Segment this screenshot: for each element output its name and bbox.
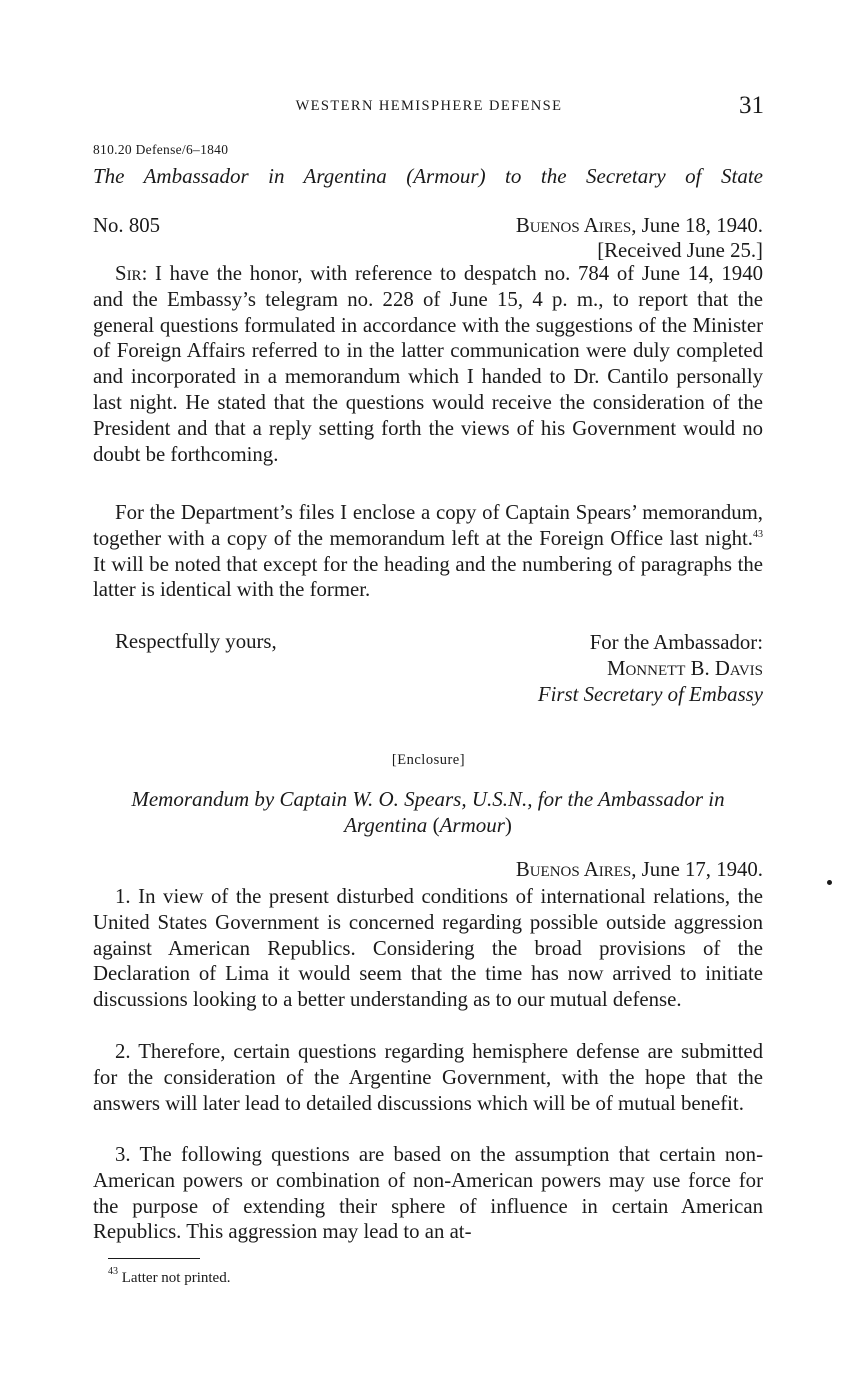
enclosure-label: [Enclosure] (391, 752, 466, 768)
memorandum-heading-text: Memorandum by Captain W. O. Spears, U.S.N., for the Ambassador in Argentina (131, 787, 725, 837)
memorandum-heading-name: Armour (439, 813, 505, 837)
memorandum-date: , June 17, 1940. (631, 858, 763, 881)
letter-paragraph-1 (93, 261, 763, 467)
complimentary-close: Respectfully yours, (115, 630, 277, 653)
letter-paragraph-1-text: : I have the honor, with reference to despatch no. 784 of June 14, 1940 and the Embassy’s telegram no. 228 of June 15, 4 p. m., to report that the general questions formulated in accordance with the suggestions of the Minister of Foreign Affairs referred to in the latter communication were duly completed and incorporated in a memorandum which I handed to Dr. Cantilo personally last night. He stated that the questions would receive the consideration of the President and that a reply setting forth the views of his Government would no doubt be forthcoming. (93, 262, 763, 466)
despatch-date: , June 18, 1940. (631, 214, 763, 237)
salutation: Sir (115, 262, 142, 285)
letter-paragraph-2 (93, 500, 763, 603)
memorandum-paragraph-1: 1. In view of the present disturbed conditions of international relations, the United States Government is concerned regarding possible outside aggression against American Republics. Considering the broad provisions of the Declaration of Lima it would seem that the time has now arrived to initiate discussions looking to a better understanding as to our mutual defense. (93, 885, 763, 1012)
document-heading: The Ambassador in Argentina (Armour) to the Secretary of State (93, 164, 763, 188)
running-title: WESTERN HEMISPHERE DEFENSE (295, 98, 563, 114)
memorandum-paragraph-3: 3. The following questions are based on the assumption that certain non-American powers or combination of non-American powers may use force for the purpose of extending their sphere of influence in certain American Republics. This aggression may lead to an at- (93, 1143, 763, 1244)
footnote-reference: 43 (753, 528, 763, 540)
memorandum-heading: Memorandum by Captain W. O. Spears, U.S.N., for the Ambassador in Argentina (Armour) (131, 787, 725, 837)
memorandum-paragraph-2: 2. Therefore, certain questions regarding hemisphere defense are submitted for the consideration of the Argentine Government, with the hope that the answers will later lead to detailed discussions which will be of mutual benefit. (93, 1040, 763, 1115)
for-ambassador-line: For the Ambassador: (589, 631, 763, 654)
memorandum-place: Buenos Aires (515, 858, 632, 881)
memorandum-place-date (516, 858, 763, 882)
signer-name: Monnett B. Davis (606, 657, 763, 680)
signer-title: First Secretary of Embassy (537, 683, 763, 706)
running-head (94, 94, 764, 120)
letter-paragraph-2-before: For the Department’s files I enclose a copy of Captain Spears’ memorandum, together with a copy of the memorandum left at the Foreign Office last night. (93, 501, 763, 550)
footnote-mark: 43 (108, 1266, 118, 1277)
signature-block (538, 630, 763, 708)
received-date: [Received June 25.] (597, 239, 763, 262)
footnote-rule (108, 1258, 200, 1259)
file-reference: 810.20 Defense/6–1840 (93, 142, 229, 157)
print-speck (827, 880, 832, 885)
despatch-number: No. 805 (93, 214, 161, 237)
despatch-place: Buenos Aires (515, 214, 632, 237)
footnote (108, 1266, 231, 1287)
page-number: 31 (739, 92, 764, 119)
despatch-place-date (516, 214, 763, 238)
footnote-text: Latter not printed. (118, 1270, 231, 1286)
letter-paragraph-2-after: It will be noted that except for the heading and the numbering of paragraphs the latter is identical with the former. (93, 552, 763, 602)
